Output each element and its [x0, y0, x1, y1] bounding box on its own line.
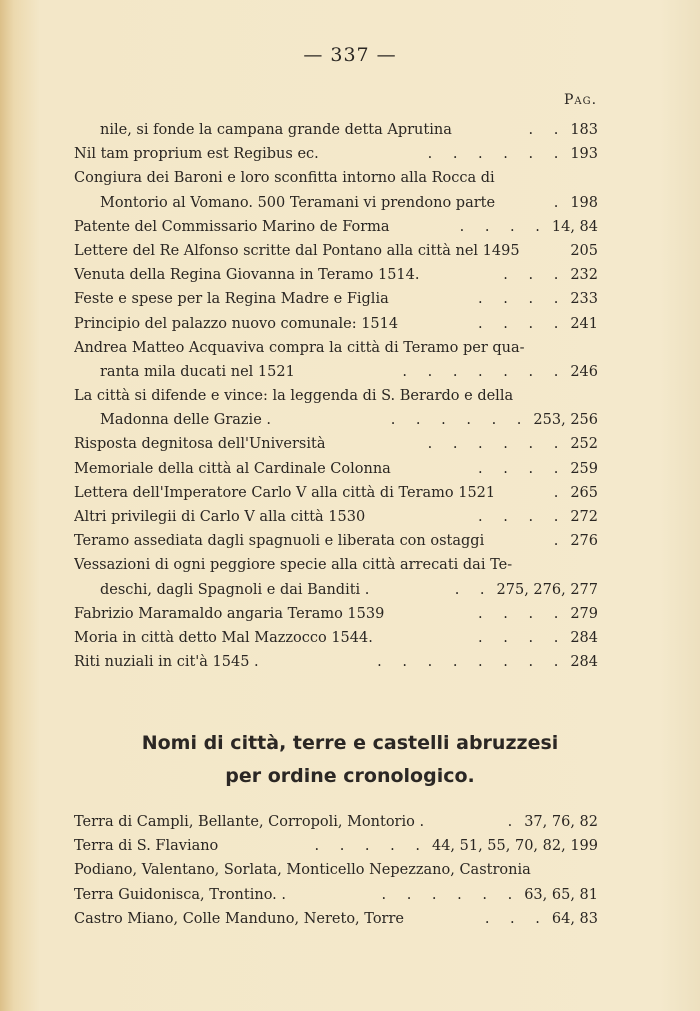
entry-leader-dots: . . . . [478, 315, 567, 332]
index-entry [74, 219, 598, 243]
entry-leader-dots: . . . . [478, 460, 567, 477]
section-title-line-2: per ordine cronologico. [225, 765, 475, 787]
entry-text: Madonna delle Grazie . [100, 412, 271, 429]
entry-text: La città si difende e vince: la leggenda di S. Berardo e della [74, 388, 514, 405]
entry-leader-dots: . . . [503, 267, 567, 284]
entry-text: Venuta della Regina Giovanna in Teramo 1514. [74, 267, 420, 284]
index-entry [74, 887, 598, 911]
entry-leader-dots: . . . . [478, 605, 567, 622]
entry-text: Terra di Campli, Bellante, Corropoli, Montorio . [74, 814, 425, 830]
entry-text: Vessazioni di ogni peggiore specie alla città arrecati dai Te- [74, 557, 513, 574]
entry-text: Patente del Commissario Marino de Forma [74, 218, 390, 235]
index-entry [74, 509, 598, 533]
entry-page-numbers: 284 [570, 654, 598, 671]
entry-page-numbers: 276 [570, 533, 598, 550]
page-number: — 337 — [303, 44, 397, 66]
entry-text: Lettera dell'Imperatore Carlo V alla città di Teramo 1521 [74, 484, 496, 501]
entry-leader-dots: . . . . [478, 629, 567, 646]
entry-leader-dots: . [553, 484, 567, 501]
index-entry [74, 316, 598, 340]
entry-page-numbers: 44, 51, 55, 70, 82, 199 [431, 838, 598, 855]
entry-leader-dots: . . . . . [314, 838, 428, 855]
index-entry [74, 461, 598, 485]
entry-page-numbers: 198 [570, 194, 598, 211]
entry-leader-dots: . . . . [478, 509, 567, 525]
entry-leader-dots: . . . . . . [381, 886, 521, 903]
entry-page-numbers: 241 [570, 315, 598, 332]
entry-text: Congiura dei Baroni e loro sconfitta intorno alla Rocca di [74, 170, 495, 187]
entry-text: deschi, dagli Spagnoli e dai Banditi . [100, 581, 370, 598]
page-column-label: Pag. [564, 92, 598, 108]
entry-page-numbers: 259 [570, 460, 598, 477]
section-title-line-1: Nomi di città, terre e castelli abruzzesi [141, 732, 559, 754]
index-entry [74, 862, 598, 886]
index-entry [74, 436, 598, 460]
index-entry [74, 814, 598, 838]
entry-leader-dots: . [507, 814, 521, 830]
entry-leader-dots: . . . . . . [390, 412, 530, 429]
entry-leader-dots: . [553, 533, 567, 550]
entry-page-numbers: 284 [570, 629, 598, 646]
entry-text: Feste e spese per la Regina Madre e Figlia [74, 291, 389, 308]
entry-page-numbers: 279 [570, 605, 598, 622]
entry-leader-dots: . . [454, 581, 493, 598]
index-entry [74, 533, 598, 557]
entry-leader-dots: . . . . . . [427, 146, 567, 163]
index-entry [74, 122, 598, 146]
entry-text: Podiano, Valentano, Sorlata, Monticello Nepezzano, Castronia [74, 862, 531, 879]
entry-leader-dots: . [553, 194, 567, 211]
entry-leader-dots: . . . [484, 910, 548, 927]
index-entry [74, 630, 598, 654]
entry-page-numbers: 265 [570, 484, 598, 501]
entry-leader-dots: . . . . [459, 218, 548, 235]
index-entry [74, 606, 598, 630]
index-entry [74, 170, 598, 194]
entry-text: Lettere del Re Alfonso scritte dal Pontano alla città nel 1495 [74, 242, 520, 259]
entry-page-numbers: 205 [570, 242, 598, 259]
index-entry [74, 582, 598, 606]
index-entry [74, 364, 598, 388]
index-entry [74, 412, 598, 436]
entry-text: ranta mila ducati nel 1521 [100, 363, 295, 380]
entry-text: Moria in città detto Mal Mazzocco 1544. [74, 629, 373, 646]
entry-text: nile, si fonde la campana grande detta Aprutina [100, 122, 452, 138]
entry-page-numbers: 63, 65, 81 [524, 886, 598, 903]
entry-leader-dots: . . . . [478, 291, 567, 308]
entry-page-numbers: 193 [570, 146, 598, 163]
entry-text: Altri privilegii di Carlo V alla città 1530 [74, 509, 366, 525]
entry-text: Terra Guidonisca, Trontino. . [74, 886, 286, 903]
entry-page-numbers: 233 [570, 291, 598, 308]
index-entries [74, 122, 598, 678]
section-title [0, 727, 700, 793]
entry-page-numbers: 272 [570, 509, 598, 525]
index-entry [74, 291, 598, 315]
index-entry [74, 195, 598, 219]
entry-text: Castro Miano, Colle Manduno, Nereto, Torre [74, 910, 404, 927]
entry-text: Andrea Matteo Acquaviva compra la città di Teramo per qua- [74, 339, 525, 356]
entry-page-numbers: 253, 256 [533, 412, 598, 429]
entry-page-numbers: 14, 84 [551, 218, 598, 235]
index-entry [74, 243, 598, 267]
entry-leader-dots: . . . . . . [427, 436, 567, 453]
index-entry [74, 911, 598, 935]
entry-text: Montorio al Vomano. 500 Teramani vi prendono parte [100, 194, 496, 211]
entry-leader-dots: . . . . . . . [402, 363, 567, 380]
index-entry [74, 267, 598, 291]
index-entry [74, 146, 598, 170]
entry-page-numbers: 275, 276, 277 [496, 581, 598, 598]
entry-text: Memoriale della città al Cardinale Colonna [74, 460, 391, 477]
entry-page-numbers: 252 [570, 436, 598, 453]
index-entry [74, 388, 598, 412]
entry-text: Risposta degnitosa dell'Università [74, 436, 326, 453]
entry-page-numbers: 37, 76, 82 [524, 814, 598, 830]
index-entry [74, 557, 598, 581]
index-entry [74, 654, 598, 678]
entry-leader-dots: . . [528, 122, 567, 138]
entry-page-numbers: 246 [570, 363, 598, 380]
entry-text: Fabrizio Maramaldo angaria Teramo 1539 [74, 605, 385, 622]
index-entry [74, 340, 598, 364]
index-entry [74, 485, 598, 509]
entry-text: Teramo assediata dagli spagnuoli e liberata con ostaggi [74, 533, 485, 550]
entry-text: Principio del palazzo nuovo comunale: 1514 [74, 315, 399, 332]
place-entries [74, 814, 598, 935]
entry-text: Nil tam proprium est Regibus ec. [74, 146, 319, 163]
entry-page-numbers: 183 [570, 122, 598, 138]
entry-page-numbers: 232 [570, 267, 598, 284]
entry-leader-dots: . . . . . . . . [377, 654, 567, 671]
entry-page-numbers: 64, 83 [551, 910, 598, 927]
entry-text: Riti nuziali in cit'à 1545 . [74, 654, 259, 671]
index-entry [74, 838, 598, 862]
entry-text: Terra di S. Flaviano [74, 838, 219, 855]
